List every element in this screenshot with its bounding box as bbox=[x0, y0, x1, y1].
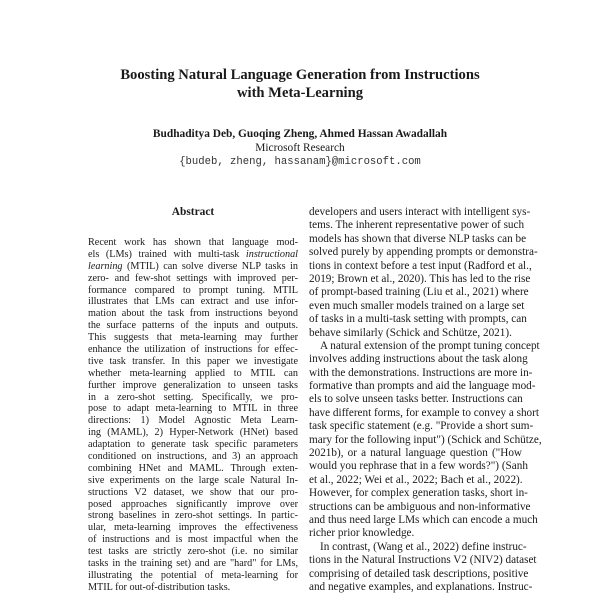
text-line: MTIL for out-of-distribution tasks. bbox=[88, 581, 231, 593]
text-line: with the demonstrations. Instructions are more in- bbox=[309, 366, 533, 379]
text-line: A natural extension of the prompt tuning concept bbox=[320, 339, 540, 352]
text-line: in a zero-shot setting. Specifically, we pro- bbox=[88, 391, 298, 403]
text-line: task specific statement (e.g. "Provide a short sum- bbox=[309, 420, 534, 433]
text-line: sive experiments on the large scale Natural In- bbox=[88, 474, 298, 486]
text-line: comprising of detailed task descriptions, positive bbox=[309, 567, 529, 580]
author-list: Budhaditya Deb, Guoqing Zheng, Ahmed Hassan Awadallah bbox=[152, 128, 448, 140]
text-line: tems. The inherent representative power of such bbox=[309, 219, 525, 232]
author-emails: {budeb, zheng, hassanam}@microsoft.com bbox=[179, 156, 421, 168]
text-line: combining HNet and MAML. Through exten- bbox=[88, 462, 298, 474]
text-line: However, for complex generation tasks, short in- bbox=[309, 487, 528, 500]
abstract-heading: Abstract bbox=[171, 206, 215, 218]
text-line: tions in the Natural Instructions V2 (NIV2) dataset bbox=[309, 554, 537, 567]
text-line: would you rephrase that in a few words?") (Sanh bbox=[309, 460, 528, 473]
text-line: and thus need large LMs which can encode a much bbox=[309, 513, 538, 526]
text-line: behave similarly (Schick and Schütze, 2021). bbox=[309, 326, 512, 339]
text-line: In contrast, (Wang et al., 2022) define instruc- bbox=[320, 540, 527, 553]
title-line-1: Boosting Natural Language Generation from Instructions bbox=[120, 67, 480, 83]
text-line: tive task transfer. In this paper we investigate bbox=[88, 355, 298, 367]
text-line: models has shown that diverse NLP tasks can be bbox=[309, 232, 527, 245]
introduction-body bbox=[309, 206, 542, 594]
text-line: ing (MAML), 2) Hyper-Network (HNet) based bbox=[88, 427, 298, 439]
text-line: of tasks in a multi-task setting with prompts, can bbox=[309, 313, 527, 326]
text-line: illustrates that LMs can extract and use infor- bbox=[88, 296, 298, 308]
text-line: solved purely by appending prompts or demonstra- bbox=[309, 246, 538, 259]
text-line: of prompt-based training (Liu et al., 2021) where bbox=[309, 286, 529, 299]
text-line: adaptation to generate task specific parameters bbox=[88, 439, 298, 451]
text-line: structions V2 dataset, we show that our pro- bbox=[88, 486, 298, 498]
title-line-2: with Meta-Learning bbox=[236, 85, 364, 101]
affiliation: Microsoft Research bbox=[255, 142, 345, 154]
text-line: enhance the utilization of instructions for effec- bbox=[88, 344, 298, 356]
text-line: pose to adapt meta-learning to MTIL in three bbox=[88, 403, 298, 415]
text-line: even much smaller models trained on a large set bbox=[309, 299, 525, 312]
text-line: formative than prompts and aid the language mod- bbox=[309, 380, 536, 393]
text-line: and negative examples, and explanations. Instruc- bbox=[309, 580, 533, 593]
text-line: have different forms, for example to convey a short bbox=[309, 406, 539, 419]
text-line: zero- and few-shot settings with improved per- bbox=[88, 272, 298, 284]
text-line: els to solve unseen tasks better. Instructions can bbox=[309, 393, 523, 406]
text-line: mary for the following input") (Schick and Schütze, bbox=[309, 433, 542, 446]
text-line: mation about the task from instructions beyond bbox=[88, 308, 298, 320]
text-line: involves adding instructions about the task along bbox=[309, 353, 528, 366]
text-line: directions: 1) Model Agnostic Meta Learn- bbox=[88, 415, 298, 427]
text-line: structions can be ambiguous and non-informative bbox=[309, 500, 531, 513]
text-line: This suggests that meta-learning may further bbox=[88, 332, 298, 344]
text-line: further improve generalization to unseen tasks bbox=[88, 379, 298, 391]
text-line: tions in context before a test input (Radford et al., bbox=[309, 259, 532, 272]
text-line: of instructions and is most impactful when the bbox=[88, 534, 298, 546]
text-line: developers and users interact with intelligent sys- bbox=[309, 206, 531, 218]
paper-title bbox=[0, 66, 600, 102]
text-line: els (LMs) trained with multi-task instructional bbox=[88, 248, 298, 260]
text-line: ular, meta-learning improves the effectiveness bbox=[88, 522, 298, 534]
text-line: Recent work has shown that language mod- bbox=[88, 237, 298, 248]
abstract-body bbox=[88, 237, 298, 594]
text-line: posed approaches significantly improve over bbox=[88, 498, 298, 510]
text-line: richer prior knowledge. bbox=[309, 527, 415, 540]
text-line: illustrating the potential of meta-learning for bbox=[88, 569, 298, 581]
text-line: 2021b), or a natural language question ("How bbox=[309, 447, 522, 460]
text-line: learning (MTIL) can solve diverse NLP tasks in bbox=[88, 260, 298, 272]
text-line: whether meta-learning applied to MTIL can bbox=[88, 367, 298, 379]
text-line: test tasks are strictly zero-shot (i.e. no similar bbox=[88, 546, 298, 558]
text-line: the surface patterns of the inputs and outputs. bbox=[88, 320, 298, 332]
text-line: conditioned on instructions, and 3) an approach bbox=[88, 451, 298, 463]
text-line: tasks in the training set) and are "hard" for LMs, bbox=[88, 558, 298, 570]
text-line: strong baselines in zero-shot settings. In partic- bbox=[88, 510, 298, 522]
text-line: formance compared to prompt tuning. MTIL bbox=[88, 284, 298, 296]
text-line: et al., 2022; Wei et al., 2022; Bach et al., 2022). bbox=[309, 473, 523, 486]
text-line: 2019; Brown et al., 2020). This has led to the rise bbox=[309, 272, 531, 285]
